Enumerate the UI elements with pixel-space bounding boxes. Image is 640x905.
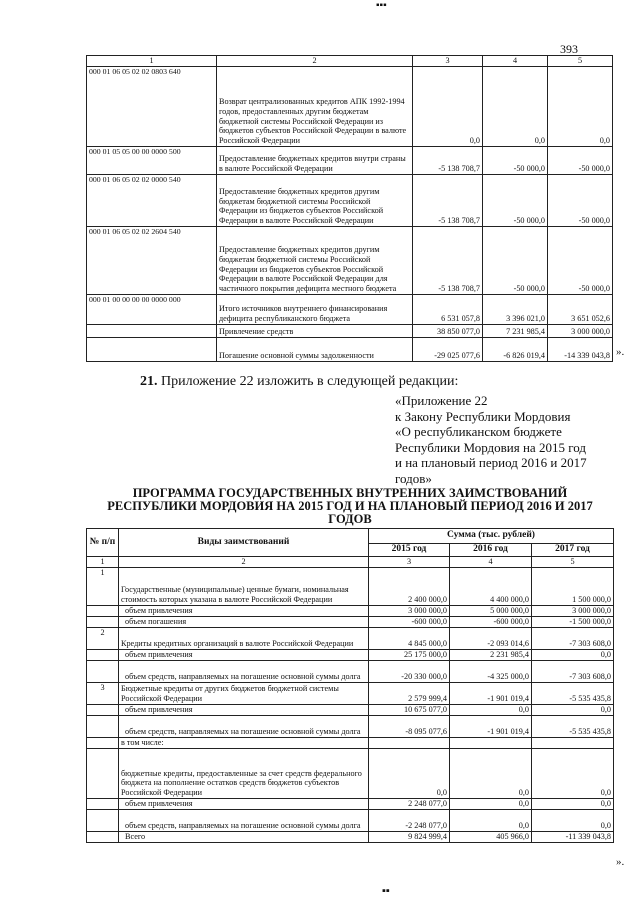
value-2017: 0,0: [532, 799, 614, 810]
value-2016: -50 000,0: [483, 175, 548, 227]
value-2016: 0,0: [450, 705, 532, 716]
appendix-line: и на плановый период 2016 и 2017: [395, 455, 587, 470]
value-2015: 6 531 057,8: [413, 295, 483, 325]
appendix-line: к Закону Республики Мордовия: [395, 408, 571, 424]
value-2017: 0,0: [548, 67, 613, 147]
budget-code: 000 01 06 05 02 02 2604 540: [87, 227, 217, 295]
value-2015: 10 675 077,0: [369, 705, 450, 716]
value-2015: [369, 738, 450, 749]
table-row: [87, 568, 614, 606]
value-2015: 4 845 000,0: [369, 628, 450, 650]
borrowing-kind: объем привлечения: [119, 799, 369, 810]
row-number: [87, 832, 119, 843]
value-2017: -1 500 000,0: [532, 617, 614, 628]
table-row: [87, 799, 614, 810]
value-2017: 0,0: [532, 705, 614, 716]
value-2016: -50 000,0: [483, 227, 548, 295]
row-number: [87, 661, 119, 683]
borrowing-program-table: [86, 528, 614, 843]
appendix-line: Республики Мордовия на 2015 год: [395, 439, 586, 455]
table-row: [87, 628, 614, 650]
item-21: [140, 374, 458, 390]
borrowing-kind: Кредиты кредитных организаций в валюте Российской Федерации: [119, 628, 369, 650]
value-2017: 0,0: [532, 650, 614, 661]
borrowing-kind: Всего: [119, 832, 369, 843]
item-21-number: 21.: [140, 374, 158, 389]
appendix-line: «О республиканском бюджете: [395, 424, 562, 439]
value-2016: -600 000,0: [450, 617, 532, 628]
table-row: [87, 749, 614, 799]
source-name: Предоставление бюджетных кредитов другим бюджетам бюджетной системы Российской Федерации из бюджетов субъектов Российской Федерации в валюте Российской Федерации для частичного покрытия дефицита местного бюджета: [217, 227, 413, 295]
value-2016: 5 000 000,0: [450, 606, 532, 617]
table2-header-kind: Виды заимствований: [119, 529, 369, 557]
row-number: [87, 716, 119, 738]
borrowing-kind: Государственные (муниципальные) ценные бумаги, номинальная стоимость которых указана в валюте Российской Федерации: [119, 568, 369, 606]
borrowing-kind: бюджетные кредиты, предоставленные за счет средств федерального бюджета на пополнение остатков средств бюджетов субъектов Российской Федерации: [119, 749, 369, 799]
table-row: [87, 617, 614, 628]
table-row: [87, 810, 614, 832]
value-2017: -50 000,0: [548, 147, 613, 175]
value-2015: -20 330 000,0: [369, 661, 450, 683]
row-number: [87, 617, 119, 628]
item-21-text: Приложение 22 изложить в следующей редакции:: [157, 374, 459, 389]
value-2016: 7 231 985,4: [483, 325, 548, 338]
budget-code: 000 01 06 05 02 02 0803 640: [87, 67, 217, 147]
row-number: [87, 606, 119, 617]
value-2016: 0,0: [483, 67, 548, 147]
table1-header-row: [87, 56, 613, 67]
sources-table: [86, 55, 613, 362]
table-row: [87, 147, 613, 175]
value-2015: -8 095 077,6: [369, 716, 450, 738]
value-2015: 9 824 999,4: [369, 832, 450, 843]
row-number: [87, 799, 119, 810]
program-title: ПРОГРАММА ГОСУДАРСТВЕННЫХ ВНУТРЕННИХ ЗАИМСТВОВАНИЙ РЕСПУБЛИКИ МОРДОВИЯ НА 2015 ГОД И НА ПЛАНОВЫЙ ПЕРИОД 2016 И 2017 ГОДОВ: [107, 486, 593, 526]
budget-code: 000 01 00 00 00 00 0000 000: [87, 295, 217, 325]
appendix-heading: [395, 393, 615, 486]
value-2017: -7 303 608,0: [532, 661, 614, 683]
top-mark: ▪▪▪: [376, 0, 387, 11]
value-2017: -7 303 608,0: [532, 628, 614, 650]
table2-year: 2017 год: [532, 544, 614, 557]
page-number: 393: [560, 42, 578, 56]
value-2017: -5 535 435,8: [532, 716, 614, 738]
borrowing-kind: объем привлечения: [119, 705, 369, 716]
source-name: Привлечение средств: [217, 325, 413, 338]
borrowing-kind: объем средств, направляемых на погашение основной суммы долга: [119, 810, 369, 832]
value-2015: 38 850 077,0: [413, 325, 483, 338]
value-2015: 0,0: [413, 67, 483, 147]
table1-col-2: 2: [217, 56, 413, 67]
row-number: [87, 810, 119, 832]
appendix-line: «Приложение 22: [395, 393, 488, 408]
value-2015: -5 138 708,7: [413, 175, 483, 227]
borrowing-kind: объем привлечения: [119, 606, 369, 617]
value-2017: -5 535 435,8: [532, 683, 614, 705]
value-2015: 25 175 000,0: [369, 650, 450, 661]
table1-col-4: 4: [483, 56, 548, 67]
value-2017: -14 339 043,8: [548, 338, 613, 362]
table2-header-sum: Сумма (тыс. рублей): [369, 529, 614, 544]
source-name: Погашение основной суммы задолженности: [217, 338, 413, 362]
table-row: [87, 738, 614, 749]
value-2017: 3 000 000,0: [548, 325, 613, 338]
table2-year: 2016 год: [450, 544, 532, 557]
table2-year: 2015 год: [369, 544, 450, 557]
value-2015: 2 579 999,4: [369, 683, 450, 705]
budget-code: [87, 338, 217, 362]
value-2016: 0,0: [450, 749, 532, 799]
value-2016: 405 966,0: [450, 832, 532, 843]
table1-closing-quote: ».: [616, 346, 625, 358]
table2-closing-quote: ».: [616, 856, 625, 868]
value-2015: -600 000,0: [369, 617, 450, 628]
value-2016: -1 901 019,4: [450, 716, 532, 738]
value-2017: 0,0: [532, 810, 614, 832]
table1-col-3: 3: [413, 56, 483, 67]
value-2015: -5 138 708,7: [413, 227, 483, 295]
table-row: [87, 705, 614, 716]
value-2015: 0,0: [369, 749, 450, 799]
table2-colnum: 5: [532, 557, 614, 568]
borrowing-kind: объем средств, направляемых на погашение основной суммы долга: [119, 661, 369, 683]
value-2016: 3 396 021,0: [483, 295, 548, 325]
source-name: Предоставление бюджетных кредитов внутри страны в валюте Российской Федерации: [217, 147, 413, 175]
row-number: 1: [87, 568, 119, 606]
table-row: [87, 338, 613, 362]
borrowing-kind: в том числе:: [119, 738, 369, 749]
source-name: Итого источников внутреннего финансирования дефицита республиканского бюджета: [217, 295, 413, 325]
table2-colnum: 2: [119, 557, 369, 568]
value-2016: 0,0: [450, 799, 532, 810]
table-row: [87, 67, 613, 147]
table2-colnum: 3: [369, 557, 450, 568]
table-row: [87, 832, 614, 843]
value-2017: 3 000 000,0: [532, 606, 614, 617]
value-2016: 4 400 000,0: [450, 568, 532, 606]
table-row: [87, 325, 613, 338]
budget-code: [87, 325, 217, 338]
row-number: [87, 738, 119, 749]
table-row: [87, 175, 613, 227]
value-2015: 3 000 000,0: [369, 606, 450, 617]
value-2016: [450, 738, 532, 749]
table-row: [87, 716, 614, 738]
budget-code: 000 01 05 05 00 00 0000 500: [87, 147, 217, 175]
value-2016: -4 325 000,0: [450, 661, 532, 683]
table1-col-1: 1: [87, 56, 217, 67]
value-2015: -29 025 077,6: [413, 338, 483, 362]
table2-header-row: [87, 529, 614, 544]
table2-colnum: 1: [87, 557, 119, 568]
source-name: Предоставление бюджетных кредитов другим бюджетам бюджетной системы Российской Федерации из бюджетов субъектов Российской Федерации в валюте Российской Федерации: [217, 175, 413, 227]
value-2015: -2 248 077,0: [369, 810, 450, 832]
value-2017: [532, 738, 614, 749]
value-2016: -2 093 014,6: [450, 628, 532, 650]
value-2015: 2 400 000,0: [369, 568, 450, 606]
value-2015: 2 248 077,0: [369, 799, 450, 810]
table-row: [87, 606, 614, 617]
bottom-mark: ▪▪: [382, 885, 390, 897]
value-2016: -50 000,0: [483, 147, 548, 175]
row-number: [87, 650, 119, 661]
table-row: [87, 683, 614, 705]
table-row: [87, 295, 613, 325]
table2-colnum: 4: [450, 557, 532, 568]
appendix-line: годов»: [395, 470, 432, 486]
value-2016: 2 231 985,4: [450, 650, 532, 661]
value-2017: 1 500 000,0: [532, 568, 614, 606]
borrowing-kind: объем средств, направляемых на погашение основной суммы долга: [119, 716, 369, 738]
row-number: [87, 749, 119, 799]
value-2015: -5 138 708,7: [413, 147, 483, 175]
source-name: Возврат централизованных кредитов АПК 1992-1994 годов, предоставленных другим бюджетам бюджетной системы Российской Федерации из бюджетов субъектов Российской Федерации в валюте Российской Федерации: [217, 67, 413, 147]
value-2017: -50 000,0: [548, 227, 613, 295]
value-2016: -6 826 019,4: [483, 338, 548, 362]
value-2016: 0,0: [450, 810, 532, 832]
table-row: [87, 650, 614, 661]
borrowing-kind: объем привлечения: [119, 650, 369, 661]
row-number: 3: [87, 683, 119, 705]
row-number: 2: [87, 628, 119, 650]
table-row: [87, 227, 613, 295]
value-2017: -50 000,0: [548, 175, 613, 227]
budget-code: 000 01 06 05 02 02 0000 540: [87, 175, 217, 227]
table2-header-number: № п/п: [87, 529, 119, 557]
table-row: [87, 661, 614, 683]
table1-col-5: 5: [548, 56, 613, 67]
borrowing-kind: Бюджетные кредиты от других бюджетов бюджетной системы Российской Федерации: [119, 683, 369, 705]
borrowing-kind: объем погашения: [119, 617, 369, 628]
value-2017: 3 651 052,6: [548, 295, 613, 325]
table2-colnum-row: [87, 557, 614, 568]
value-2017: 0,0: [532, 749, 614, 799]
value-2016: -1 901 019,4: [450, 683, 532, 705]
value-2017: -11 339 043,8: [532, 832, 614, 843]
row-number: [87, 705, 119, 716]
